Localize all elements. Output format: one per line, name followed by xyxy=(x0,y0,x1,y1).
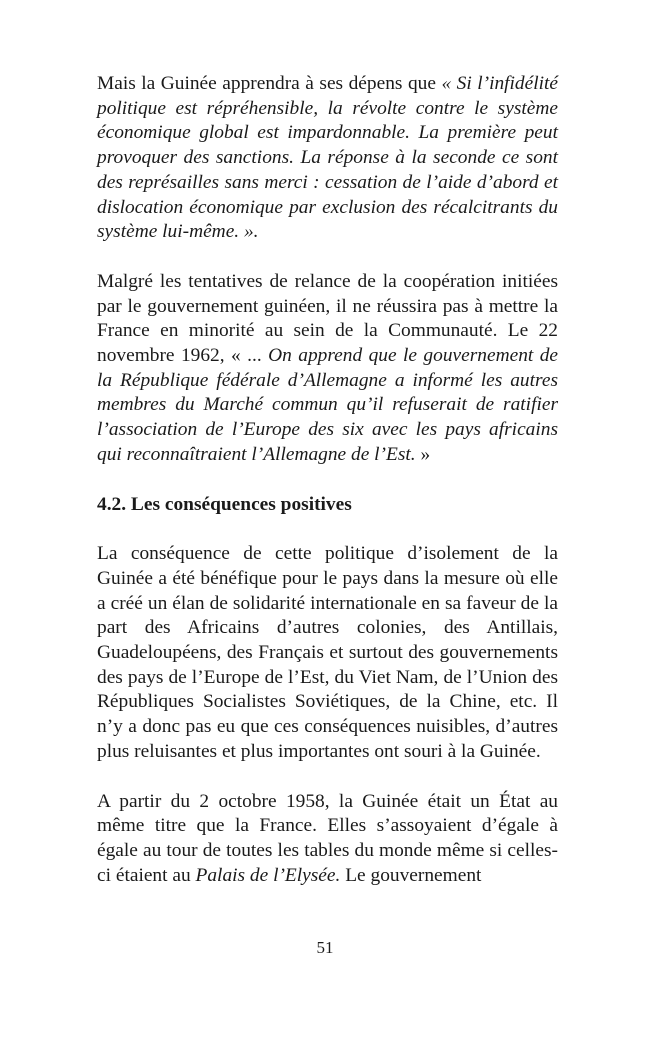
paragraph-4 xyxy=(97,790,558,889)
paragraph-2 xyxy=(97,270,558,468)
paragraph-1 xyxy=(97,72,558,245)
paragraph-4-tail: Le gouvernement xyxy=(340,864,482,886)
paragraph-3: La conséquence de cette politique d’isolement de la Guinée a été bénéfique pour le pays dans la mesure où elle a créé un élan de solidarité internationale en sa faveur de la part des Africains d’autres colonies, des Antillais, Guadeloupéens, des Français et surtout des gouvernements des pays de l’Europe de l’Est, du Viet Nam, de l’Union des Républiques Socialistes Soviétiques, de la Chine, etc. Il n’y a donc pas eu que ces conséquences nuisibles, d’autres plus reluisantes et plus importantes ont souri à la Guinée. xyxy=(97,543,558,762)
paragraph-4-lead: A partir du 2 octobre 1958, la Guinée était un État au même titre que la France. Elles s’assoyaient d’égale à égale au tour de toutes les tables du monde même si celles-ci étaient au xyxy=(97,790,558,886)
paragraph-2-tail: » xyxy=(415,443,431,465)
page-body xyxy=(97,72,558,888)
paragraph-2-lead: Malgré les tentatives de relance de la coopération initiées par le gouvernement guinéen, il ne réussira pas à mettre la France en minorité au sein de la Communauté. Le 22 novembre 1962, « ... xyxy=(97,270,558,367)
page-number: 51 xyxy=(316,938,334,957)
paragraph-2-quote: On apprend que le gouvernement de la République fédérale d’Allemagne a informé les autres membres du Marché commun qu’il refuserait de ratifier l’association de l’Europe des six avec les pays africains qui reconnaîtraient l’Allemagne de l’Est. xyxy=(97,345,559,465)
section-heading: 4.2. Les conséquences positives xyxy=(97,493,352,515)
paragraph-1-lead: Mais la Guinée apprendra à ses dépens que xyxy=(97,73,442,94)
paragraph-1-quote: « Si l’infidélité politique est répréhensible, la révolte contre le système économique global est impardonnable. La première peut provoquer des sanctions. La réponse à la seconde ce sont des représailles sans merci : cessation de l’aide d’abord et dislocation économique par exclusion des récalcitrants du système lui-même. ». xyxy=(97,73,559,243)
paragraph-4-italic: Palais de l’Elysée. xyxy=(195,864,341,886)
